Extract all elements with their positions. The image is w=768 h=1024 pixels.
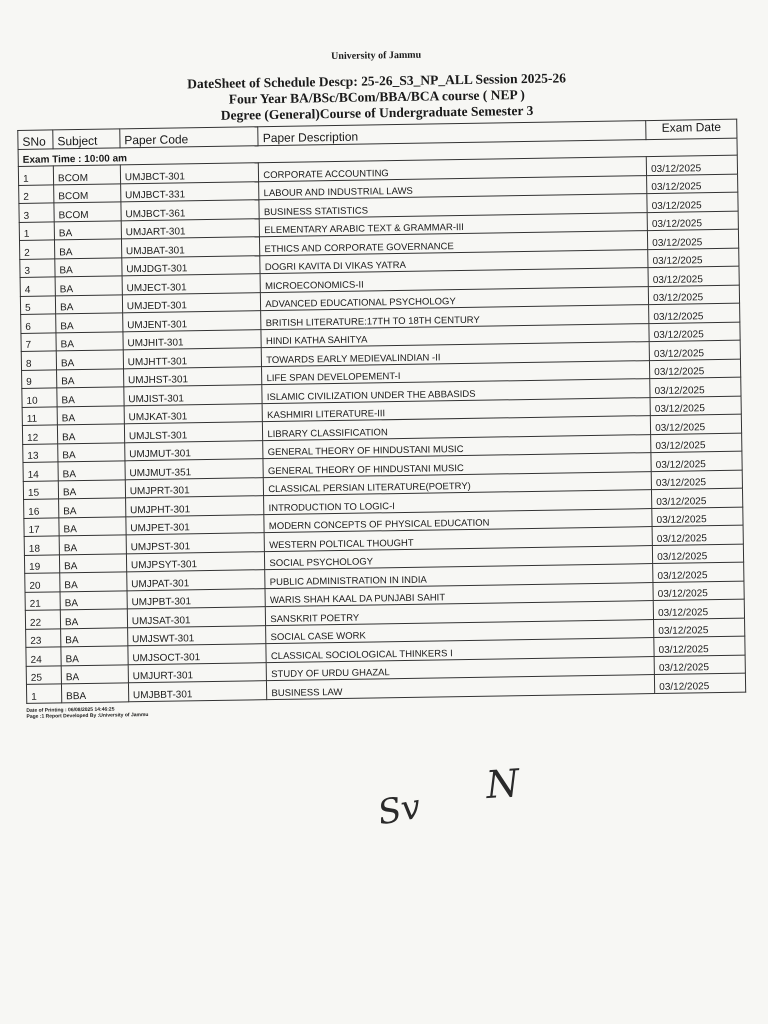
cell-exam-date: 03/12/2025 [653,599,744,619]
cell-exam-date: 03/12/2025 [649,303,740,323]
datesheet-title: DateSheet of Schedule Descp: 25-26_S3_NP_ALL Session 2025-26 [187,70,566,92]
cell-exam-date: 03/12/2025 [648,229,739,249]
cell-paper-code: UMJART-301 [121,218,260,239]
cell-paper-description: SOCIAL PSYCHOLOGY [265,545,653,570]
cell-paper-description: WESTERN POLTICAL THOUGHT [264,527,652,552]
cell-subject: BA [56,331,123,351]
cell-paper-code: UMJENT-301 [122,311,261,332]
cell-sno: 18 [24,536,59,555]
cell-sno: 4 [20,277,55,296]
cell-sno: 21 [25,591,60,610]
cell-exam-date: 03/12/2025 [654,655,745,675]
cell-paper-description: CLASSICAL SOCIOLOGICAL THINKERS I [266,638,654,663]
cell-paper-description: PUBLIC ADMINISTRATION IN INDIA [265,564,653,589]
cell-paper-description: DOGRI KAVITA DI VIKAS YATRA [260,249,648,274]
cell-paper-code: UMJBCT-301 [120,163,259,184]
cell-paper-code: UMJPAT-301 [127,570,266,591]
cell-paper-description: SANSKRIT POETRY [266,601,654,626]
course-title: Four Year BA/BSc/BCom/BBA/BCA course ( NEP ) [228,87,525,107]
cell-sno: 1 [18,166,53,185]
cell-sno: 2 [19,240,54,259]
cell-paper-description: MODERN CONCEPTS OF PHYSICAL EDUCATION [264,508,652,533]
cell-subject: BCOM [54,202,121,222]
cell-paper-description: CORPORATE ACCOUNTING [259,157,647,182]
cell-subject: BA [60,609,127,629]
cell-subject: BA [61,627,128,647]
cell-exam-date: 03/12/2025 [647,192,738,212]
cell-sno: 5 [20,295,55,314]
cell-sno: 17 [24,517,59,536]
cell-sno: 2 [19,184,54,203]
cell-exam-date: 03/12/2025 [647,211,738,231]
cell-subject: BA [61,646,128,666]
cell-sno: 11 [22,406,57,425]
cell-sno: 25 [26,665,61,684]
cell-paper-code: UMJBCT-331 [120,181,259,202]
cell-paper-description: ETHICS AND CORPORATE GOVERNANCE [260,231,648,256]
cell-subject: BBA [61,683,128,703]
cell-sno: 3 [19,203,54,222]
cell-exam-date: 03/12/2025 [650,359,741,379]
col-header-exam-date: Exam Date [646,119,737,139]
cell-paper-code: UMJHIT-301 [123,329,262,350]
cell-paper-description: ELEMENTARY ARABIC TEXT & GRAMMAR-III [260,212,648,237]
cell-subject: BA [58,442,125,462]
cell-paper-description: LIFE SPAN DEVELOPEMENT-I [262,360,650,385]
handwritten-signature-2: N [484,760,521,808]
cell-subject: BA [54,220,121,240]
cell-exam-date: 03/12/2025 [648,248,739,268]
cell-paper-description: ADVANCED EDUCATIONAL PSYCHOLOGY [261,286,649,311]
cell-paper-description: MICROECONOMICS-II [260,268,648,293]
cell-paper-code: UMJBCT-361 [121,200,260,221]
cell-subject: BA [57,387,124,407]
col-header-paper-code: Paper Code [120,127,259,148]
page-info: Page :1 Report Developed By :University of Jammu [26,711,149,720]
cell-exam-date: 03/12/2025 [655,673,746,693]
cell-exam-date: 03/12/2025 [647,174,738,194]
cell-sno: 23 [26,628,61,647]
cell-exam-date: 03/12/2025 [649,322,740,342]
cell-paper-description: BRITISH LITERATURE:17TH TO 18TH CENTURY [261,305,649,330]
cell-sno: 1 [19,221,54,240]
cell-subject: BA [58,461,125,481]
cell-sno: 6 [21,314,56,333]
exam-time: Exam Time : 10:00 am [18,138,737,166]
cell-exam-date: 03/12/2025 [652,544,743,564]
cell-paper-code: UMJPST-301 [126,533,265,554]
cell-paper-code: UMJECT-301 [122,274,261,295]
cell-exam-date: 03/12/2025 [652,525,743,545]
cell-sno: 10 [22,388,57,407]
cell-paper-code: UMJPET-301 [126,514,265,535]
university-name: University of Jammu [331,49,422,63]
cell-subject: BA [60,572,127,592]
cell-paper-description: KASHMIRI LITERATURE-III [262,397,650,422]
cell-paper-code: UMJEDT-301 [122,292,261,313]
cell-subject: BA [58,479,125,499]
cell-subject: BCOM [54,183,121,203]
cell-paper-description: WARIS SHAH KAAL DA PUNJABI SAHIT [265,582,653,607]
cell-paper-description: GENERAL THEORY OF HINDUSTANI MUSIC [263,434,651,459]
cell-subject: BA [59,498,126,518]
cell-paper-code: UMJLST-301 [124,422,263,443]
cell-paper-code: UMJIST-301 [124,385,263,406]
cell-subject: BA [60,590,127,610]
cell-paper-description: BUSINESS STATISTICS [259,194,647,219]
cell-exam-date: 03/12/2025 [651,433,742,453]
cell-sno: 8 [21,351,56,370]
cell-paper-description: HINDI KATHA SAHITYA [261,323,649,348]
cell-sno: 24 [26,647,61,666]
cell-sno: 9 [22,369,57,388]
cell-subject: BA [59,535,126,555]
cell-paper-code: UMJSOCT-301 [128,644,267,665]
cell-subject: BA [59,516,126,536]
cell-subject: BA [57,424,124,444]
printing-date: Date of Printing : 06/08/2025 14:46:25 [26,706,115,714]
cell-subject: BCOM [53,165,120,185]
cell-sno: 12 [22,425,57,444]
cell-exam-date: 03/12/2025 [650,377,741,397]
cell-sno: 3 [20,258,55,277]
cell-exam-date: 03/12/2025 [651,470,742,490]
cell-paper-code: UMJHTT-301 [123,348,262,369]
cell-subject: BA [59,553,126,573]
schedule-table [17,119,746,704]
cell-subject: BA [55,276,122,296]
cell-paper-description: BUSINESS LAW [267,675,655,700]
cell-paper-code: UMJPBT-301 [127,588,266,609]
cell-paper-code: UMJPRT-301 [125,477,264,498]
cell-exam-date: 03/12/2025 [653,562,744,582]
cell-paper-description: SOCIAL CASE WORK [266,619,654,644]
cell-paper-code: UMJMUT-351 [125,459,264,480]
cell-subject: BA [56,368,123,388]
cell-paper-description: ISLAMIC CIVILIZATION UNDER THE ABBASIDS [262,379,650,404]
cell-exam-date: 03/12/2025 [648,285,739,305]
cell-paper-description: CLASSICAL PERSIAN LITERATURE(POETRY) [264,471,652,496]
cell-paper-description: LABOUR AND INDUSTRIAL LAWS [259,175,647,200]
cell-sno: 1 [26,684,61,703]
cell-sno: 14 [23,462,58,481]
datesheet-document [16,39,746,720]
cell-paper-description: INTRODUCTION TO LOGIC-I [264,490,652,515]
cell-exam-date: 03/12/2025 [646,155,737,175]
cell-exam-date: 03/12/2025 [654,618,745,638]
cell-subject: BA [61,664,128,684]
cell-paper-description: LIBRARY CLASSIFICATION [263,416,651,441]
handwritten-signature-1: Sv [374,786,424,834]
col-header-paper-description: Paper Description [258,121,646,146]
cell-exam-date: 03/12/2025 [650,414,741,434]
cell-paper-code: UMJKAT-301 [124,403,263,424]
cell-sno: 15 [23,480,58,499]
cell-paper-code: UMJSWT-301 [127,625,266,646]
col-header-subject: Subject [53,129,120,149]
cell-paper-code: UMJSAT-301 [127,607,266,628]
schedule-rows [18,155,745,703]
cell-sno: 13 [23,443,58,462]
cell-paper-code: UMJBBT-301 [128,681,267,702]
cell-paper-code: UMJMUT-301 [125,440,264,461]
cell-subject: BA [55,294,122,314]
cell-exam-date: 03/12/2025 [654,636,745,656]
cell-paper-code: UMJURT-301 [128,662,267,683]
cell-paper-code: UMJBAT-301 [121,237,260,258]
cell-exam-date: 03/12/2025 [653,581,744,601]
cell-paper-code: UMJHST-301 [123,366,262,387]
cell-exam-date: 03/12/2025 [649,340,740,360]
cell-sno: 20 [25,573,60,592]
cell-paper-code: UMJPHT-301 [125,496,264,517]
cell-subject: BA [55,257,122,277]
cell-subject: BA [54,239,121,259]
cell-exam-date: 03/12/2025 [651,451,742,471]
cell-exam-date: 03/12/2025 [652,488,743,508]
degree-title: Degree (General)Course of Undergraduate Semester 3 [220,102,534,123]
cell-sno: 22 [25,610,60,629]
cell-sno: 19 [24,554,59,573]
cell-exam-date: 03/12/2025 [652,507,743,527]
cell-paper-code: UMJDGT-301 [122,255,261,276]
cell-exam-date: 03/12/2025 [648,266,739,286]
cell-subject: BA [56,313,123,333]
cell-paper-code: UMJPSYT-301 [126,551,265,572]
col-header-sno: SNo [18,130,53,150]
cell-subject: BA [57,405,124,425]
cell-paper-description: GENERAL THEORY OF HINDUSTANI MUSIC [263,453,651,478]
cell-exam-date: 03/12/2025 [650,396,741,416]
cell-paper-description: STUDY OF URDU GHAZAL [266,656,654,681]
cell-subject: BA [56,350,123,370]
cell-paper-description: TOWARDS EARLY MEDIEVALINDIAN -II [262,342,650,367]
cell-sno: 7 [21,332,56,351]
cell-sno: 16 [24,499,59,518]
